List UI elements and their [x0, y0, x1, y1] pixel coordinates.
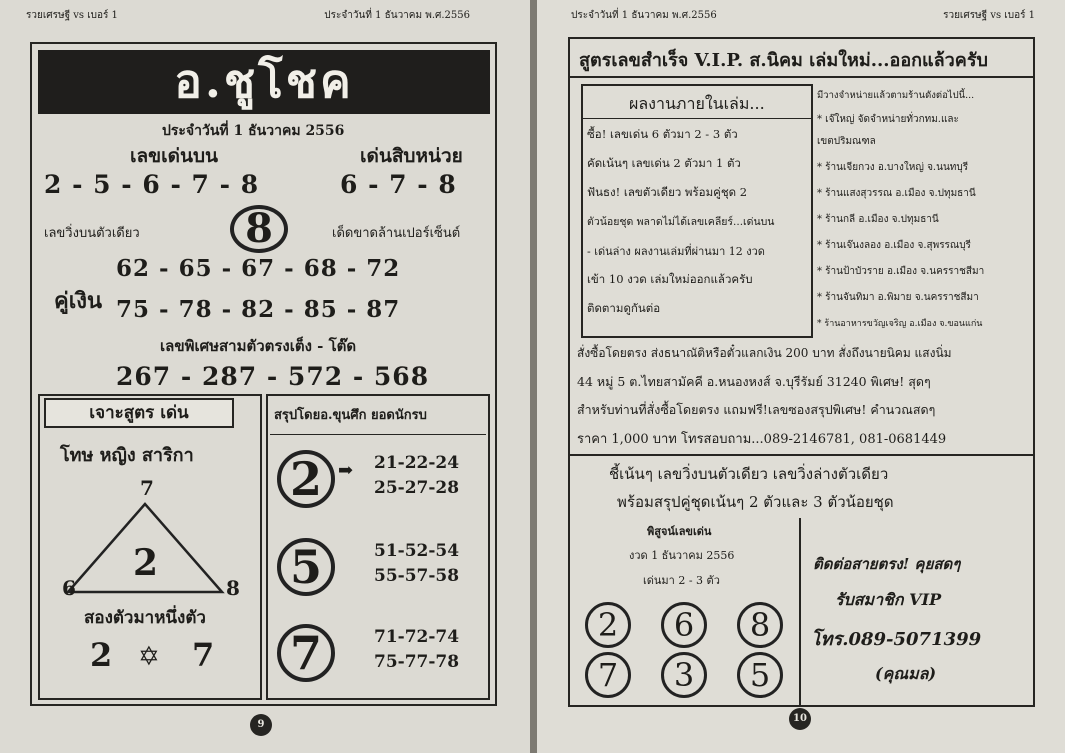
summary-row2: 75-77-78 — [374, 652, 460, 672]
inner-title: ผลงานภายในเล่ม... — [629, 94, 765, 113]
dealer-line: * ร้านป้าบัวราย อ.เมือง จ.นครราชสีมา — [817, 266, 985, 277]
dealer-line: * เจ๊ใหญ่ จัดจำหน่ายทั่วกทม.และ — [817, 114, 959, 125]
contact-name: (คุณมล) — [875, 664, 937, 683]
summary-digit: 5 — [277, 538, 335, 596]
order-line: 44 หมู่ 5 ต.ไทยสามัคคี อ.หนองหงส์ จ.บุรีรัมย์ 31240 พิเศษ! สุดๆ — [577, 374, 931, 389]
lead-unit-label: เด่นสิบหน่วย — [360, 145, 463, 167]
two-come-label: สองตัวมาหนึ่งตัว — [84, 608, 206, 628]
right-header-right: รวยเศรษฐี vs เบอร์ 1 — [943, 10, 1035, 21]
formula-title: เจาะสูตร เด่น — [44, 398, 234, 428]
proof-digit: 7 — [585, 652, 631, 698]
two-come-left: 2 — [90, 636, 113, 674]
proof-digit: 8 — [737, 602, 783, 648]
left-title: อ.ชูโชค — [38, 50, 490, 114]
promo-line1: ชี้เน้นๆ เลขวิ่งบนตัวเดียว เลขวิ่งล่างตัวเดียว — [609, 465, 889, 483]
dealer-line: * ร้านเจ๊นงลอง อ.เมือง จ.สุพรรณบุรี — [817, 240, 971, 251]
proof-date: งวด 1 ธันวาคม 2556 — [629, 549, 735, 562]
triangle-center: 2 — [133, 542, 159, 584]
pairs-row1: 62 - 65 - 67 - 68 - 72 — [116, 255, 401, 282]
single-top-label: เลขวิ่งบนตัวเดียว — [44, 226, 140, 241]
two-come-right: 7 — [192, 636, 215, 674]
proof-digit: 2 — [585, 602, 631, 648]
dealer-line: * ร้านอาหารขวัญเจริญ อ.เมือง จ.ขอนแก่น — [817, 319, 983, 329]
triangle-right: 8 — [226, 576, 240, 600]
lead-top-numbers: 2 - 5 - 6 - 7 - 8 — [44, 170, 260, 199]
formula-sub: โทษ หญิง สาริกา — [60, 445, 194, 466]
promo-line2: พร้อมสรุปคู่ชุดเน้นๆ 2 ตัวและ 3 ตัวน้อยชุด — [617, 493, 894, 511]
inner-line: เข้า 10 งวด เล่มใหม่ออกแล้วครับ — [587, 272, 753, 286]
pairs-row2: 75 - 78 - 82 - 85 - 87 — [116, 296, 401, 323]
summary-title: สรุปโดยอ.ขุนศึก ยอดนักรบ — [274, 408, 427, 423]
inner-line: - เด่นล่าง ผลงานเล่มที่ผ่านมา 12 งวด — [587, 245, 765, 258]
pair-label: คู่เงิน — [54, 288, 103, 314]
lead-top-label: เลขเด่นบน — [130, 145, 218, 167]
right-header-left: ประจำวันที่ 1 ธันวาคม พ.ศ.2556 — [571, 10, 717, 21]
right-page — [537, 0, 1065, 753]
contact-line2: รับสมาชิก VIP — [835, 590, 942, 609]
dealer-line: * ร้านเจียกวง อ.บางใหญ่ จ.นนทบุรี — [817, 162, 969, 173]
proof-digit: 5 — [737, 652, 783, 698]
inner-line: ซื้อ! เลขเด่น 6 ตัวมา 2 - 3 ตัว — [587, 127, 738, 141]
summary-digit: 2 — [277, 450, 335, 508]
left-header-left: รวยเศรษฐี vs เบอร์ 1 — [26, 10, 118, 21]
single-top-circle: 8 — [230, 205, 288, 253]
contact-phone: โทร.089-5071399 — [811, 629, 982, 650]
summary-row1: 71-72-74 — [374, 627, 460, 647]
inner-line: ฟันธง! เลขตัวเดียว พร้อมคู่ชุด 2 — [587, 185, 748, 199]
lead-unit-numbers: 6 - 7 - 8 — [340, 170, 457, 199]
dealer-line: * ร้านแสงสุวรรณ อ.เมือง จ.ปทุมธานี — [817, 188, 976, 199]
dealer-line: * ร้านกลี อ.เมือง จ.ปทุมธานี — [817, 214, 939, 225]
summary-row2: 55-57-58 — [374, 566, 460, 586]
star-icon: ✡ — [138, 642, 160, 672]
left-header-right: ประจำวันที่ 1 ธันวาคม พ.ศ.2556 — [324, 10, 470, 21]
inner-line: คัดเน้นๆ เลขเด่น 2 ตัวมา 1 ตัว — [587, 156, 741, 170]
dealer-line: เขตปริมณฑล — [817, 136, 876, 147]
special-label: เลขพิเศษสามตัวตรงเต็ง - โต๊ด — [160, 337, 357, 355]
order-line: ราคา 1,000 บาท โทรสอบถาม...089-2146781, 081-0681449 — [577, 432, 947, 447]
summary-row2: 25-27-28 — [374, 478, 460, 498]
summary-digit: 7 — [277, 624, 335, 682]
left-page — [0, 0, 530, 753]
inner-line: ติดตามดูกันต่อ — [587, 301, 661, 315]
left-page-number: 9 — [250, 714, 272, 736]
percent-label: เด็ดขาดล้านเปอร์เซ็นต์ — [332, 226, 461, 241]
summary-row1: 21-22-24 — [374, 453, 460, 473]
proof-result: เด่นมา 2 - 3 ตัว — [643, 574, 720, 587]
order-line: สั่งซื้อโดยตรง ส่งธนาณัติหรือตั๋วแลกเงิน 200 บาท สั่งถึงนายนิคม แสงนิ่ม — [577, 346, 952, 360]
left-date: ประจำวันที่ 1 ธันวาคม 2556 — [162, 123, 345, 139]
contact-line1: ติดต่อสายตรง! คุยสดๆ — [813, 555, 961, 573]
special-numbers: 267 - 287 - 572 - 568 — [116, 362, 430, 391]
triangle-top: 7 — [140, 476, 154, 500]
proof-title: พิสูจน์เลขเด่น — [647, 525, 712, 538]
proof-digit: 3 — [661, 652, 707, 698]
order-line: สำหรับท่านที่สั่งซื้อโดยตรง แถมฟรี!เลขซองสรุปพิเศษ! คำนวณสดๆ — [577, 402, 936, 417]
dealer-line: * ร้านจันทิมา อ.พิมาย จ.นครราชสีมา — [817, 292, 979, 303]
dealer-line: มีวางจำหน่ายแล้วตามร้านดังต่อไปนี้... — [817, 90, 975, 101]
summary-row1: 51-52-54 — [374, 541, 460, 561]
inner-line: ตัวน้อยชุด พลาดไม่ได้เลขเคลียร์...เด่นบน — [587, 216, 775, 228]
arrow-right-icon: ➡ — [338, 460, 354, 481]
triangle-left: 6 — [62, 576, 76, 600]
right-page-number: 10 — [789, 708, 811, 730]
headline: สูตรเลขสำเร็จ V.I.P. ส.นิคม เล่มใหม่...ออกแล้วครับ — [579, 50, 988, 71]
proof-digit: 6 — [661, 602, 707, 648]
